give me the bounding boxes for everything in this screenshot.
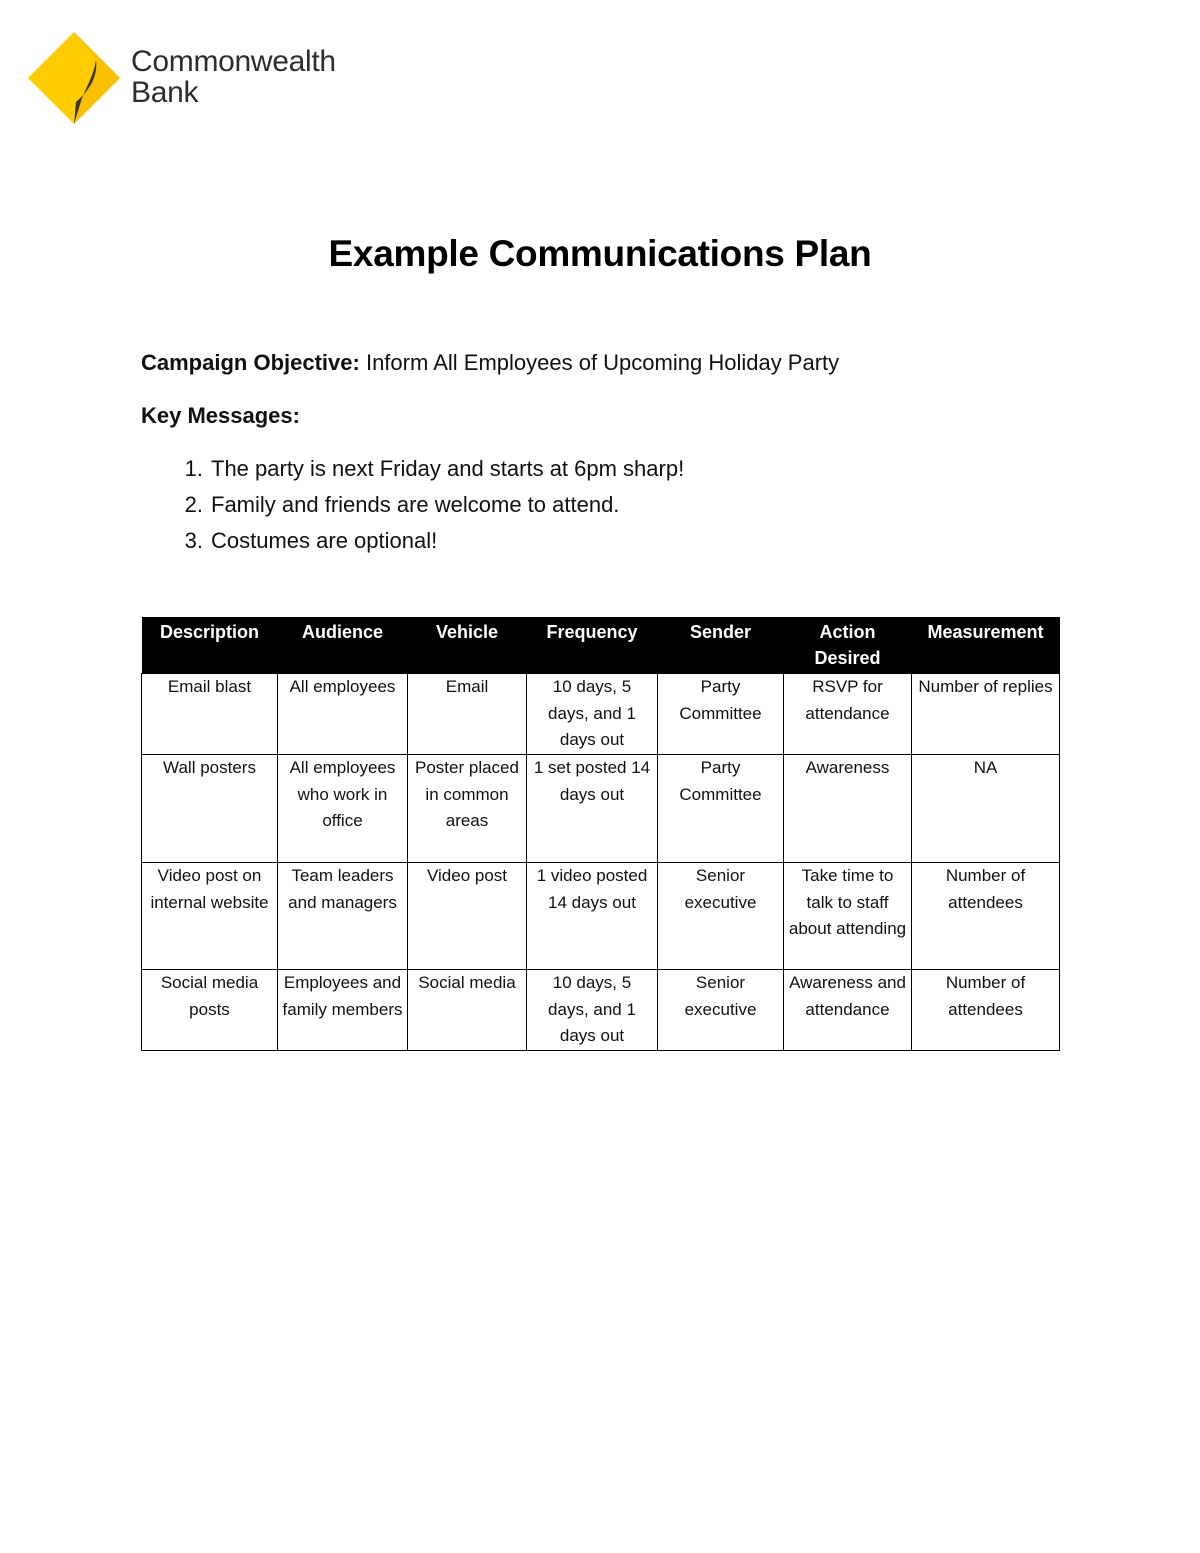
list-item [141,455,684,491]
table-cell: Senior executive [658,970,784,1051]
table-row [142,755,1060,863]
list-text: Family and friends are welcome to attend. [211,492,620,517]
key-messages-label: Key Messages: [141,403,300,428]
column-header: Frequency [527,617,658,674]
column-header: Vehicle [408,617,527,674]
table-cell: 10 days, 5 days, and 1 days out [527,970,658,1051]
table-cell: All employees [278,674,408,755]
page-title: Example Communications Plan [328,233,872,274]
table-cell: Video post [408,863,527,970]
list-number: 3. [184,528,203,553]
table-cell: Number of attendees [912,863,1060,970]
brand-name-line1: Commonwealth [131,45,336,78]
table-cell: Team leaders and managers [278,863,408,970]
table-cell: 10 days, 5 days, and 1 days out [527,674,658,755]
communications-plan-table [141,617,1060,1051]
list-text: Costumes are optional! [211,528,438,553]
column-header: Audience [278,617,408,674]
table-cell: Number of attendees [912,970,1060,1051]
table-header-row [142,617,1060,674]
table-cell: Poster placed in common areas [408,755,527,863]
table-cell: Party Committee [658,755,784,863]
key-messages-list [141,455,684,563]
table-cell: Number of replies [912,674,1060,755]
table-cell: Social media [408,970,527,1051]
brand-name-line2: Bank [131,76,199,109]
table-row [142,970,1060,1051]
table-cell: Wall posters [142,755,278,863]
list-item [141,527,684,563]
column-header: Action Desired [784,617,912,674]
table-cell: Video post on internal website [142,863,278,970]
column-header: Measurement [912,617,1060,674]
campaign-objective [141,350,839,376]
table-cell: Awareness and attendance [784,970,912,1051]
table-cell: Email [408,674,527,755]
table-row [142,863,1060,970]
list-number: 1. [184,456,203,481]
brand-logo [24,30,364,130]
diamond-logo-icon [24,30,124,130]
column-header: Sender [658,617,784,674]
table-cell: RSVP for attendance [784,674,912,755]
list-text: The party is next Friday and starts at 6pm sharp! [211,456,685,481]
table-cell: Social media posts [142,970,278,1051]
brand-name [131,46,336,108]
table-cell: 1 video posted 14 days out [527,863,658,970]
column-header: Description [142,617,278,674]
list-item [141,491,684,527]
objective-text: Inform All Employees of Upcoming Holiday Party [359,350,840,375]
table-cell: Employees and family members [278,970,408,1051]
table-cell: Take time to talk to staff about attending [784,863,912,970]
table-cell: Senior executive [658,863,784,970]
table-cell: Party Committee [658,674,784,755]
table-cell: Email blast [142,674,278,755]
table-cell: Awareness [784,755,912,863]
objective-label: Campaign Objective: [141,350,360,375]
table-cell: 1 set posted 14 days out [527,755,658,863]
table-cell: NA [912,755,1060,863]
list-number: 2. [184,492,203,517]
table-cell: All employees who work in office [278,755,408,863]
table-row [142,674,1060,755]
